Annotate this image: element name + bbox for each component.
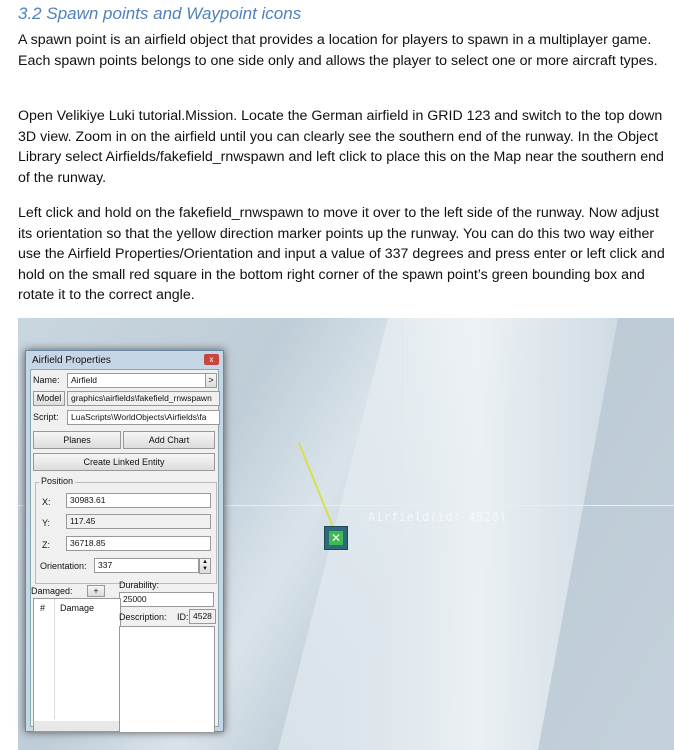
id-label: ID: [177,612,189,622]
close-icon[interactable]: x [204,354,219,365]
damaged-add-button[interactable]: + [87,585,105,597]
description-textarea[interactable] [119,626,215,733]
horizontal-scrollbar[interactable] [34,721,120,731]
grid-line [402,318,403,750]
orientation-input[interactable]: 337 [94,558,199,573]
column-header-damage: Damage [60,603,95,613]
script-input[interactable]: LuaScripts\WorldObjects\Airfields\fa [67,410,220,425]
y-label: Y: [42,518,51,528]
spawn-point-icon[interactable] [324,526,348,550]
add-chart-button[interactable]: Add Chart [123,431,215,449]
name-input[interactable]: Airfield [67,373,206,388]
x-input[interactable]: 30983.61 [66,493,211,508]
script-label: Script: [33,412,59,422]
create-linked-entity-button[interactable]: Create Linked Entity [33,453,215,471]
z-label: Z: [42,540,50,550]
airfield-label: Airfield(id: 4528) [368,510,508,524]
plane-icon: ✕ [330,531,342,545]
durability-label: Durability: [119,580,160,590]
model-button[interactable]: Model [33,391,65,406]
column-header-number: # [40,603,46,613]
durability-input[interactable]: 25000 [119,592,214,607]
z-input[interactable]: 36718.85 [66,536,211,551]
position-group [35,476,217,584]
paragraph: Left click and hold on the fakefield_rnwspawn to move it over to the left side of the runway. Now adjust its orientation so that the yellow direction marker points up the runway. You can do this two way either use the Airfield Properties/Orientation and input a value of 337 degrees and press enter or left click and hold on the small red square in the bottom right corner of the spawn point’s green bounding box and rotate it to the correct angle. [18,205,665,303]
airfield-properties-dialog [25,350,224,732]
orientation-spinner[interactable]: ▲ ▼ [199,558,211,574]
direction-marker [298,443,335,532]
id-value: 4528 [189,609,216,624]
model-value: graphics\airfields\fakefield_rnwspawn [67,391,220,406]
x-label: X: [42,497,51,507]
name-browse-button[interactable]: > [205,373,217,388]
damage-table[interactable] [33,598,121,732]
description-label: Description: [119,612,167,622]
paragraph: A spawn point is an airfield object that provides a location for players to spawn in a multiplayer game. Each spawn points belongs to one side only and allows the player to select one or more aircraft types. [18,32,658,69]
damaged-label: Damaged: [31,586,73,596]
orientation-label: Orientation: [40,561,87,571]
position-label: Position [41,476,74,486]
planes-button[interactable]: Planes [33,431,121,449]
y-input[interactable]: 117.45 [66,514,211,529]
column-divider [54,599,55,719]
name-label: Name: [33,375,60,385]
paragraph: Open Velikiye Luki tutorial.Mission. Locate the German airfield in GRID 123 and switch to the top down 3D view. Zoom in on the airfield until you can clearly see the southern end of the runway. In the Object Library select Airfields/fakefield_rnwspawn and left click to place this on the Map near the southern end of the runway. [18,108,664,186]
dialog-title: Airfield Properties [32,355,111,366]
section-heading: 3.2 Spawn points and Waypoint icons [18,4,302,23]
